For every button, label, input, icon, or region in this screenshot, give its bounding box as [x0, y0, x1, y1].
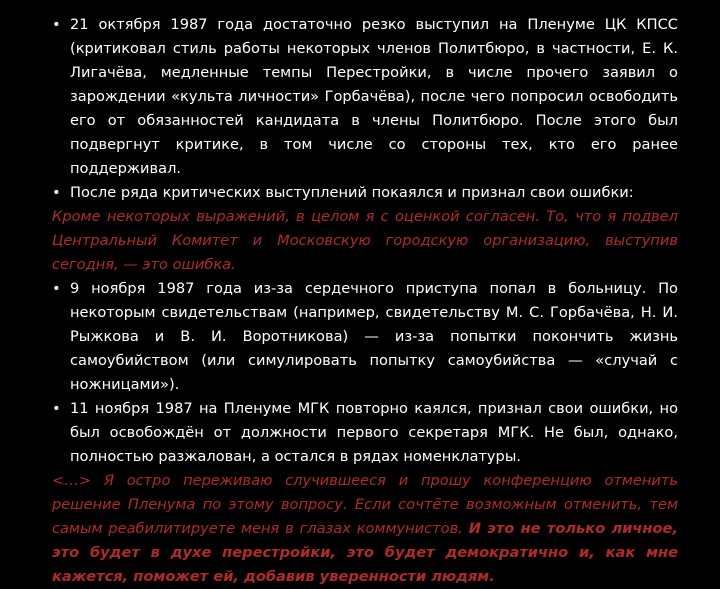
slide-content: [52, 13, 678, 589]
bullet-icon: •: [52, 280, 61, 297]
bullet-paragraph-mgk-plenum: [52, 397, 678, 469]
bullet-icon: •: [52, 184, 61, 201]
paragraph-text: 11 ноября 1987 на Пленуме МГК повторно каялся, признал свои ошибки, но был освобождён от должности первого секретаря МГК. Не был, однако, полностью разжалован, а остался в рядах номенклатуры.: [70, 400, 678, 465]
quote-paragraph-appeal: [52, 469, 678, 589]
bullet-paragraph-plenum-october: [52, 13, 678, 181]
bullet-icon: •: [52, 16, 61, 33]
quote-paragraph-admission: [52, 205, 678, 277]
paragraph-text: 21 октября 1987 года достаточно резко выступил на Пленуме ЦК КПСС (критиковал стиль работы некоторых членов Политбюро, в частности, Е. К. Лигачёва, медленные темпы Перестройки, в числе прочего заявил о зарождении «культа личности» Горбачёва), после чего попросил освободить его от обязанностей кандидата в члены Политбюро. После этого был подвергнут критике, в том числе со стороны тех, кто его ранее поддерживал.: [70, 16, 678, 177]
quote-text: Кроме некоторых выражений, в целом я с оценкой согласен. То, что я подвел Центральный Комитет и Московскую городскую организацию, выступив сегодня, — это ошибка.: [52, 208, 678, 273]
bullet-paragraph-hospital: [52, 277, 678, 397]
bullet-icon: •: [52, 400, 61, 417]
paragraph-text: 9 ноября 1987 года из-за сердечного приступа попал в больницу. По некоторым свидетельствам (например, свидетельству М. С. Горбачёва, Н. И. Рыжкова и В. И. Воротникова) — из-за попытки покончить жизнь самоубийством (или симулировать попытку самоубийства — «случай с ножницами»).: [70, 280, 678, 393]
quote-bold-text: И это не только личное, это будет в духе перестройки, это будет демократично и, как мне кажется, поможет ей, добавив уверенности людям.: [52, 520, 678, 585]
bullet-paragraph-repentance: [52, 181, 678, 205]
quote-text: <…> Я остро переживаю случившееся и прошу конференцию отменить решение Пленума по этому вопросу. Если сочтёте возможным отменить, тем самым реабилитируете меня в глазах коммунистов.: [52, 472, 678, 537]
paragraph-text: После ряда критических выступлений покаялся и признал свои ошибки:: [70, 184, 634, 201]
